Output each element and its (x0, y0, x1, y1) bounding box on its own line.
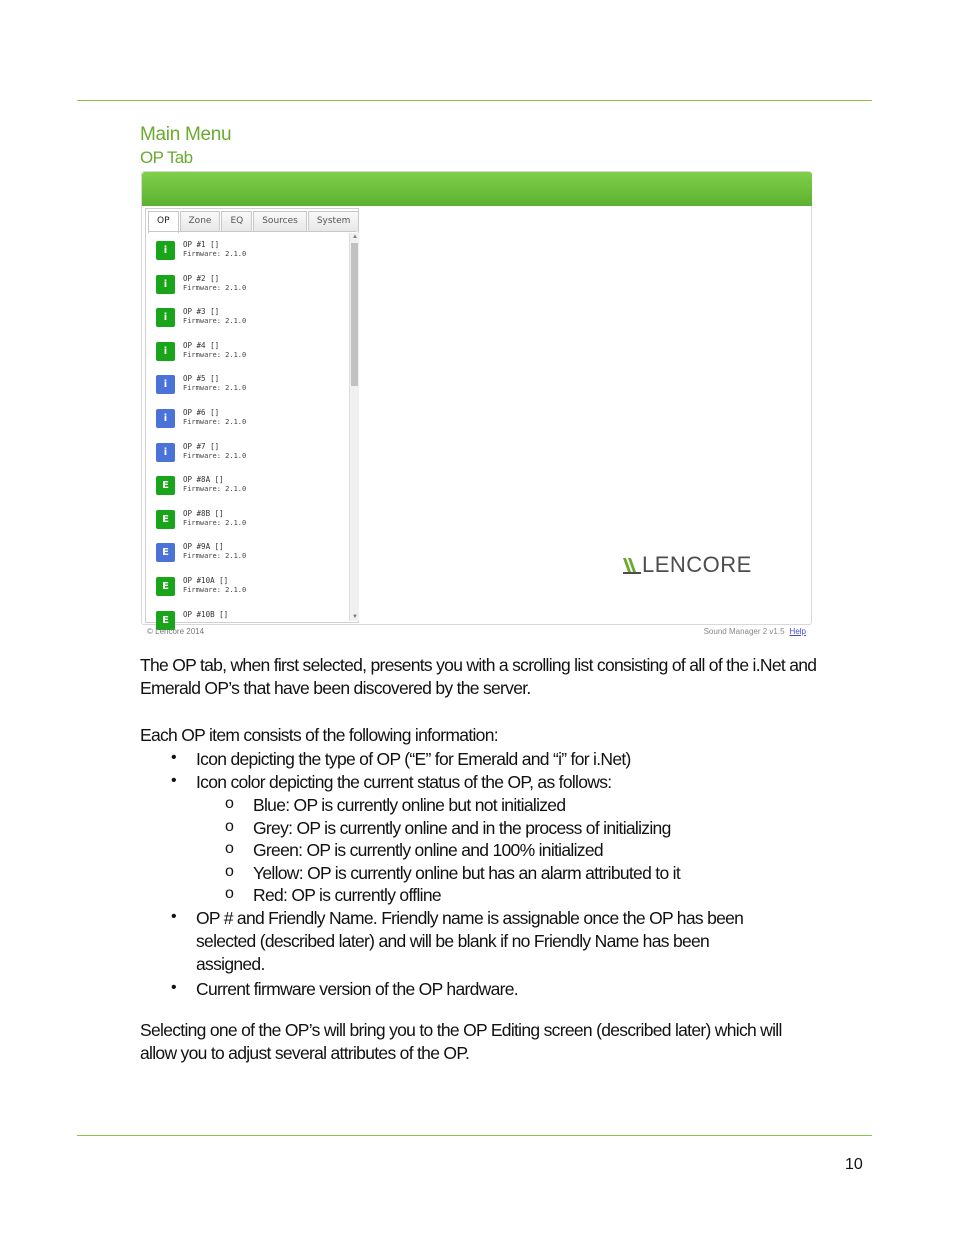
op-name: OP #8B [] (183, 508, 224, 518)
op-list-item[interactable] (154, 273, 344, 307)
op-name: OP #1 [] (183, 240, 220, 249)
bullet-icon-type: Icon depicting the type of OP (“E” for Emerald and “i” for i.Net) (196, 749, 631, 769)
op-name: OP #7 [] (183, 441, 220, 451)
op-name: OP #8A [] (183, 475, 224, 485)
op-list-item[interactable] (154, 340, 344, 374)
inet-icon: i (156, 409, 175, 428)
tab-sources[interactable]: Sources (253, 211, 307, 232)
op-firmware: Firmware: 2.1.0 (183, 451, 247, 460)
inet-icon: i (156, 342, 175, 361)
op-name: OP #3 [] (183, 307, 220, 317)
version-text: Sound Manager 2 v1.5 (703, 627, 785, 636)
status-blue: Blue: OP is currently online but not initialized (253, 795, 566, 815)
bottom-rule (77, 1135, 872, 1136)
op-list (154, 239, 344, 626)
op-name: OP #10A [] (183, 575, 229, 585)
inet-icon: i (156, 375, 175, 394)
emerald-icon: E (156, 577, 175, 596)
op-tab-screenshot (141, 171, 812, 639)
subbullet-marker: o (225, 863, 234, 880)
status-yellow: Yellow: OP is currently online but has an alarm attributed to it (253, 863, 680, 883)
section-subheading: OP Tab (140, 148, 193, 167)
op-list-item[interactable] (154, 609, 344, 643)
tab-bar (148, 211, 360, 231)
op-firmware: Firmware: 2.1.0 (183, 585, 247, 594)
lencore-logo-icon (622, 556, 642, 574)
op-name: OP #10B [] (183, 609, 229, 619)
bullet-marker: • (171, 772, 177, 789)
op-firmware: Firmware: 2.1.0 (183, 317, 247, 326)
section-heading: Main Menu (140, 124, 232, 145)
items-intro: Each OP item consists of the following information: (140, 725, 498, 745)
intro-paragraph: The OP tab, when first selected, presents you with a scrolling list consisting of all of the i.Net and Emerald OP’s that have been discovered by the server. (140, 655, 817, 698)
copyright: © Lencore 2014 (147, 627, 205, 636)
op-list-item[interactable] (154, 239, 344, 273)
scroll-thumb[interactable] (351, 243, 358, 386)
status-red: Red: OP is currently offline (253, 885, 441, 905)
subbullet-marker: o (225, 795, 234, 812)
tab-op[interactable]: OP (148, 211, 179, 233)
status-grey: Grey: OP is currently online and in the process of initializing (253, 818, 671, 838)
op-list-item[interactable] (154, 474, 344, 508)
op-name: OP #4 [] (183, 340, 220, 350)
list-scrollbar[interactable] (349, 233, 359, 621)
op-list-item[interactable] (154, 541, 344, 575)
op-name: OP #6 [] (183, 407, 220, 417)
footer-right (704, 627, 806, 636)
op-firmware: Firmware: 2.1.0 (183, 417, 247, 426)
op-firmware: Firmware: 2.1.0 (183, 384, 247, 393)
bullet-friendly-name: OP # and Friendly Name. Friendly name is assignable once the OP has been selected (described later) and will be blank if no Friendly Name has been assigned. (196, 908, 744, 974)
op-list-item[interactable] (154, 508, 344, 542)
op-list-item[interactable] (154, 373, 344, 407)
op-firmware: Firmware: 2.1.0 (183, 518, 247, 527)
scroll-up-icon[interactable]: ▲ (352, 234, 358, 240)
app-frame (141, 171, 812, 625)
inet-icon: i (156, 275, 175, 294)
bullet-icon-color: Icon color depicting the current status of the OP, as follows: (196, 772, 612, 792)
op-list-item[interactable] (154, 306, 344, 340)
logo-text: LENCORE (642, 552, 752, 577)
bullet-marker: • (171, 749, 177, 766)
inet-icon: i (156, 308, 175, 327)
tab-divider (148, 231, 356, 232)
op-name: OP #5 [] (183, 374, 220, 384)
op-list-item[interactable] (154, 407, 344, 441)
op-firmware: Firmware: 2.1.0 (183, 552, 247, 561)
bullet-marker: • (171, 908, 177, 925)
emerald-icon: E (156, 611, 175, 630)
op-firmware: Firmware: 2.1.0 (183, 283, 247, 292)
lencore-logo (622, 553, 752, 577)
op-list-item[interactable] (154, 441, 344, 475)
bullet-firmware: Current firmware version of the OP hardware. (196, 979, 518, 999)
emerald-icon: E (156, 543, 175, 562)
status-green: Green: OP is currently online and 100% initialized (253, 840, 603, 860)
inet-icon: i (156, 443, 175, 462)
tab-zone[interactable]: Zone (180, 211, 221, 232)
subbullet-marker: o (225, 885, 234, 902)
header-bar (142, 172, 812, 206)
op-list-item[interactable] (154, 575, 344, 609)
op-name: OP #9A [] (183, 542, 224, 552)
subbullet-marker: o (225, 840, 234, 857)
page-number: 10 (845, 1156, 863, 1173)
bullet-marker: • (171, 979, 177, 996)
side-panel (145, 208, 359, 626)
subbullet-marker: o (225, 818, 234, 835)
emerald-icon: E (156, 510, 175, 529)
inet-icon: i (156, 241, 175, 260)
op-firmware: Firmware: 2.1.0 (183, 250, 247, 258)
op-firmware: Firmware: 2.1.0 (183, 350, 247, 359)
op-name: OP #2 [] (183, 273, 220, 283)
op-firmware: Firmware: 2.1.0 (183, 485, 247, 494)
help-link[interactable]: Help (789, 627, 806, 636)
top-rule (77, 100, 872, 101)
scroll-down-icon[interactable]: ▼ (352, 614, 358, 620)
tab-eq[interactable]: EQ (221, 211, 252, 232)
tab-system[interactable]: System (308, 211, 360, 232)
closing-paragraph: Selecting one of the OP’s will bring you to the OP Editing screen (described later) which will allow you to adjust several attributes of the OP. (140, 1020, 782, 1063)
emerald-icon: E (156, 476, 175, 495)
